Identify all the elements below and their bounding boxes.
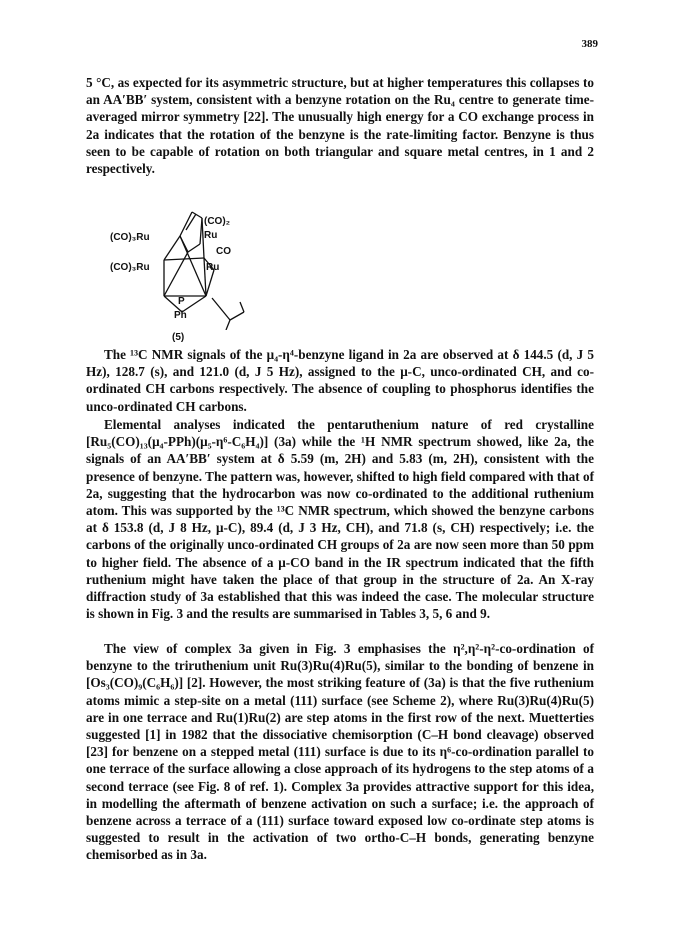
paragraph-4: The view of complex 3a given in Fig. 3 emphasises the η²,η²-η²-co-ordination of benzyne to the triruthenium unit Ru(3)Ru(4)Ru(5), similar to the bonding of benzene in [Os₃(CO)₉(C₆H₆)] [2]. However, the most striking feature of (3a) is that the five ruthenium atoms mimic a step-site on a metal (111) surface (see Scheme 2), where Ru(3)Ru(4)Ru(5) are in one terrace and Ru(1)Ru(2) are step atoms in the first row of the next. Muetterties suggested [1] in 1982 that the dissociative chemisorption (C–H bond cleavage) observed [23] for benzene on a stepped metal (111) surface is due to its η⁶-co-ordination parallel to one terrace of the surface allowing a close approach of its hydrogens to the step atoms of a second terrace (see Fig. 8 of ref. 1). Complex 3a provides attractive support for this idea, in modelling the aftermath of benzene activation on such a surface; i.e. the approach of benzene across a terrace of a (111) surface toward exposed low co-ordinate step atoms is suggested to result in the activation of two ortho-C–H bonds, generating benzyne chemisorbed as in 3a. — [86, 641, 594, 863]
figure-caption: (5) — [172, 332, 185, 343]
label-co2: (CO)₂ — [204, 216, 231, 227]
label-p: P — [178, 296, 185, 307]
label-co: CO — [216, 246, 231, 257]
paragraph-2: The ¹³C NMR signals of the μ₄-η⁴-benzyne ligand in 2a are observed at δ 144.5 (d, J 5 Hz), 128.7 (s), and 121.0 (d, J 5 Hz), assigned to the μ-C, unco-ordinated CH, and co-ordinated CH carbons respectively. The absence of coupling to phosphorus identifies the unco-ordinated CH carbons. — [86, 347, 594, 414]
label-ru-co3-top: (CO)₃Ru — [110, 232, 150, 243]
label-ph: Ph — [174, 310, 187, 321]
label-ru-top-right: Ru — [204, 230, 218, 241]
page-number: 389 — [581, 38, 598, 50]
structure-figure-5 — [110, 200, 320, 330]
paragraph-3: Elemental analyses indicated the pentaruthenium nature of red crystalline [Ru₅(CO)₁₃(μ₄-PPh)(μ₅-η⁶-C₆H₄)] (3a) while the ¹H NMR spectrum showed, like 2a, the signals of an AA′BB′ system at δ 5.59 (m, 2H) and 5.83 (m, 2H), consistent with the presence of benzyne. The pattern was, however, shifted to high field compared with that of 2a, suggesting that the hydrocarbon was now co-ordinated to the additional ruthenium atom. This was supported by the ¹³C NMR spectrum, which showed the benzyne carbons at δ 153.8 (d, J 8 Hz, μ-C), 89.4 (d, J 3 Hz, CH), and 71.8 (s, CH) respectively; i.e. the carbons of the originally unco-ordinated CH groups of 2a are now seen more than 50 ppm to higher field. The absence of a μ-CO band in the IR spectrum indicated that the fifth ruthenium might have taken the place of that group in the structure of 2a. An X-ray diffraction study of 3a established that this was indeed the case. The molecular structure is shown in Fig. 3 and the results are summarised in Tables 3, 5, 6 and 9. — [86, 417, 594, 622]
label-ru-co3-bottom: (CO)₃Ru — [110, 262, 150, 273]
paragraph-1: 5 °C, as expected for its asymmetric structure, but at higher temperatures this collapses to an AA′BB′ system, consistent with a benzyne rotation on the Ru₄ centre to generate time-averaged mirror symmetry [22]. The unusually high energy for a CO exchange process in 2a indicates that the rotation of the benzyne is the rate-limiting factor. Benzyne is thus seen to be capable of rotation on both triangular and square metal centres, in 1 and 2 respectively. — [86, 75, 594, 177]
label-ru-bottom-right: Ru — [206, 262, 220, 273]
